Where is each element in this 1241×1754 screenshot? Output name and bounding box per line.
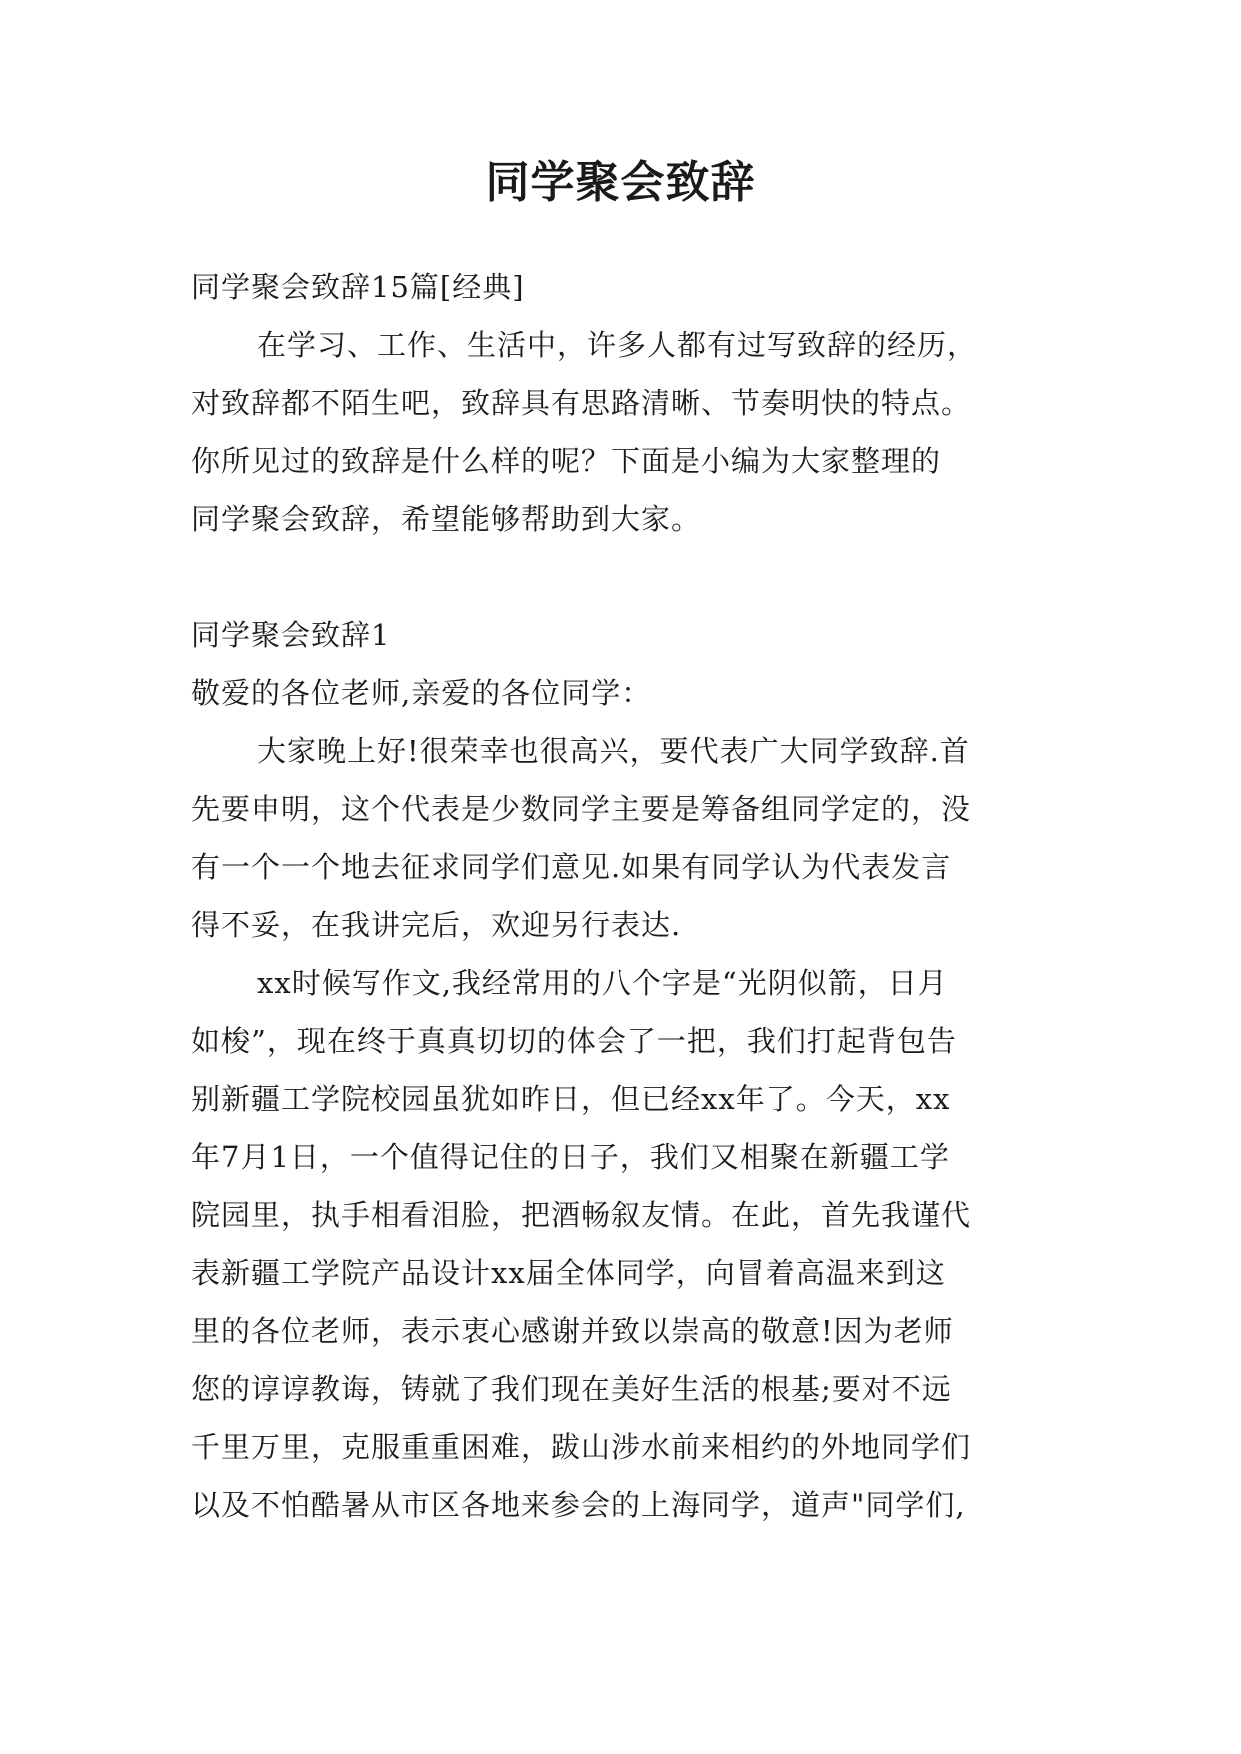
section-heading: 同学聚会致辞1 (191, 618, 391, 652)
paragraph-line: 年7月1日，一个值得记住的日子，我们又相聚在新疆工学 (191, 1140, 950, 1174)
paragraph-line: 如梭”，现在终于真真切切的体会了一把，我们打起背包告 (191, 1024, 957, 1058)
paragraph-line: 别新疆工学院校园虽犹如昨日，但已经xx年了。今天，xx (191, 1082, 951, 1116)
paragraph-line: 先要申明，这个代表是少数同学主要是筹备组同学定的，没 (191, 792, 972, 826)
paragraph-line: 里的各位老师，表示衷心感谢并致以崇高的敬意!因为老师 (191, 1314, 954, 1348)
paragraph-line: 大家晚上好!很荣幸也很高兴，要代表广大同学致辞.首 (257, 734, 970, 768)
paragraph-line: xx时候写作文,我经常用的八个字是“光阴似箭，日月 (257, 966, 948, 1000)
document-subtitle: 同学聚会致辞15篇[经典] (191, 270, 525, 304)
paragraph-line: 有一个一个地去征求同学们意见.如果有同学认为代表发言 (191, 850, 952, 884)
paragraph-line: 表新疆工学院产品设计xx届全体同学，向冒着高温来到这 (191, 1256, 946, 1290)
document-title: 同学聚会致辞 (485, 157, 756, 208)
paragraph-line: 您的谆谆教诲，铸就了我们现在美好生活的根基;要对不远 (191, 1372, 952, 1406)
paragraph-gap (191, 548, 1071, 606)
paragraph-line: 院园里，执手相看泪脸，把酒畅叙友情。在此，首先我谨代 (191, 1198, 972, 1232)
intro-line: 同学聚会致辞，希望能够帮助到大家。 (191, 502, 702, 536)
intro-line: 对致辞都不陌生吧，致辞具有思路清晰、节奏明快的特点。 (191, 386, 972, 420)
intro-line: 你所见过的致辞是什么样的呢？下面是小编为大家整理的 (191, 444, 942, 478)
paragraph-line: 以及不怕酷暑从市区各地来参会的上海同学，道声"同学们, (191, 1488, 966, 1522)
salutation: 敬爱的各位老师,亲爱的各位同学： (191, 676, 652, 710)
document-body (191, 258, 1071, 1534)
paragraph-line: 得不妥，在我讲完后，欢迎另行表达. (191, 908, 682, 942)
intro-line: 在学习、工作、生活中，许多人都有过写致辞的经历， (257, 328, 978, 362)
paragraph-line: 千里万里，克服重重困难，跋山涉水前来相约的外地同学们 (191, 1430, 972, 1464)
